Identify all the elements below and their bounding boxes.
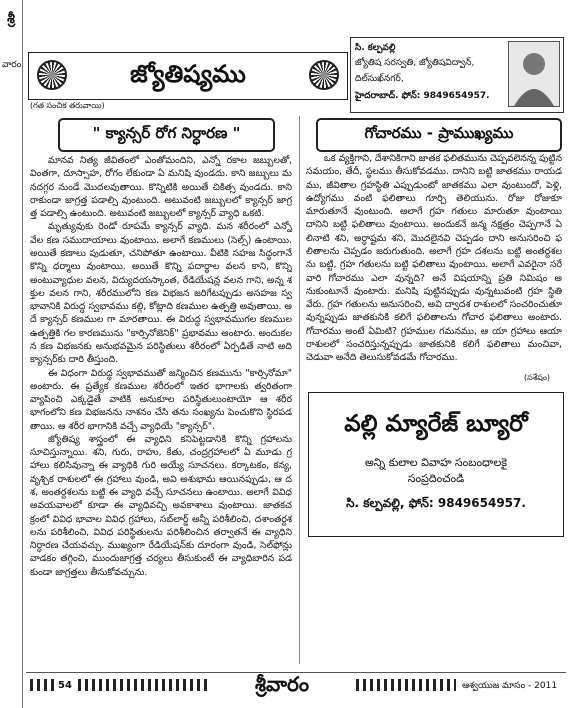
flower-ornament-icon (309, 60, 339, 90)
paragraph: జ్యోతిష్య శాస్త్రంలో ఈ వ్యాధిని కనిపెట్టడానికి కొన్ని గ్రహాలను సూచిస్తున్నాయి. శని, గురు, రాహు, కేతు, చంద్రగ్రహాలలో ఏ మూడు గ్రహాలు కలిసివున్నా ఈ వ్యాధికి గురి అయ్యే సూచనలు. కర్కాటకం, కన్య, వృశ్చిక రాశులలో ఈ గ్రహాలు వుండి, అవి అశుభామ ఆయినప్పుడు, ఆ దశ, అంతర్దశలను బట్టి ఈ వ్యాధి వచ్చే సూచనలు ఉంటాయి. అలాగే వివిధ అవయవాలలో కూడా ఈ వ్యాధివచ్చి అవకాశాలు వుంటాయి. జాతకచక్రంలో వివిధ భావాల వివిధ గ్రహాలు, సబ్‌లార్డ్ అన్నీ పరిశీలించి, దశాంతర్దశలను పరిశీలించి, వివిధ పరిస్థితులను పరిశీలించిన తర్వాతనే ఈ వ్యాధిని నిర్ధారణ చేయవచ్చు. ముఖ్యంగా రేడియేషన్‌కు దూరంగా వుండి, సెల్‌ఫోన్లు వాడకం తగ్గించి, ముందుజాగ్రత్త చర్యలు తీసుకుంటే ఈ వ్యాధిబారిన పడకుండా జాగ్రత్తలు తీసుకోవచ్చును. (30, 433, 292, 578)
column-divider (299, 116, 300, 664)
left-article-heading: " క్యాన్సర్ రోగ నిర్ధారణ " (58, 118, 275, 152)
footer-ornament-icon (356, 679, 456, 691)
ad-title: వల్లి మ్యారేజ్ బ్యూరో (344, 411, 528, 437)
left-article-body (30, 154, 292, 666)
ad-line-1: అన్ని కులాల వివాహ సంబంధాలకై (364, 456, 508, 469)
side-brand-name: శ్రీ (7, 11, 15, 27)
title-banner (28, 52, 348, 100)
marriage-bureau-ad (308, 392, 564, 537)
author-photo (508, 41, 560, 107)
footer-ornament-icon (78, 679, 208, 691)
paragraph: మృత్యువుకు రెండో రూపమే క్యాన్సర్ వ్యాధి. మన శరీరంలో ఎన్నో వేల కణ సముదాయాలు వుంటాయి. అలాగే కణములు (సెల్స్) ఉంటాయి. అయితే కణాలు పుడుతూ, చనిపోతూ ఉంటాయి. వీటికి సహజ సిద్ధంగానే కొన్ని ధర్మాలు వుంటాయి. అయితే కొన్ని పదార్థాల వలన కాని, కొన్ని అంటువ్యాధుల వలన, విద్యుదయస్కాంత, రేడియేషన్ల వలన గాని, అన్న శక్తుల వలన గాని, శరీరములోని కణ విభజన జరిగేటప్పుడు అసహజ స్వభావానికి విరుద్ధ స్వభావము కల్గి, కోట్లాది కణముల ఉత్పత్తి అవుతాయి. అదే క్యాన్సర్ కణముల గా మారతాయి. ఈ విరుద్ధ స్వభావముగల కణముల ఉత్పత్తికి గల కారణమును "కార్సినోజెనిక్" ప్రభావము అంటారు. అందుకలన కణ విభజనకు అనుభవమైన పరిస్థితులు శరీరంలో ఏర్పడితే నాటి అది క్యాన్సర్‌కు దారి తీస్తుంది. (30, 221, 292, 366)
paragraph: ఈ విధంగా విరుద్ధ స్వభావముతో జన్మించిన కణమును "కార్సినోమా" అంటారు. ఈ ప్రత్యేక కణముల శరీరంలో ఇతర భాగాలకు త్వరితంగా వ్యాపించి ఎక్కడైతే వాటికి అనుకూల పరిస్థితులుంటాయో ఆ శరీర భాగంలోని కణ విభజనను నాశనం చేసి తను సంఖ్యను పెంచుకొని స్థిరపడతాయి. ఆ శరీర భాగానికి వచ్చే వ్యాధియే "క్యాన్సర్". (30, 367, 292, 432)
author-address: దిల్‌సుఖ్‌నగర్, (355, 74, 404, 84)
side-brand-sub: వారం (2, 60, 22, 70)
page-number: 54 (58, 680, 72, 691)
author-box (350, 37, 564, 113)
paragraph: మానవ నిత్య జీవితంలో ఎంతోమందిని, ఎన్నో రకాల జబ్బులతో, వింతగా, దూస్సాహ, రోగం లేకుండా ఏ మనిషి వుండదు. కాని జబ్బులు మనదగ్గర నుండే మొదలవుతాయి. కొన్నిటికి అయితే చికిత్స వుండదు. కాని రాకుండా జాగ్రత్త పడాల్సి వుంటుంది. అటువంటి జబ్బులలో క్యాన్సర్ జాగ్రత్త పడాల్సి ఉంటుంది. అటువంటి జబ్బులలో క్యాన్సర్ వ్యాధి ఒకటి. (30, 155, 292, 220)
footer-brand: శ్రీవారం (255, 672, 309, 696)
side-strip (0, 0, 23, 708)
paragraph: ఒక వ్యక్తిగాని, దేశానికిగాని జాతక ఫలితమును చెప్పవలెనన్న పుట్టిన సమయం, తేదీ, స్థలము తీసుకోవడము. దానిని బట్టి జాతకము రాయడము, జీవితాల గ్రహస్థితి ఎప్పుడుంటో జాతకము ఎలా వుంటుందో, పెళ్లి, ఉద్యోగము వంటి ఫలితాలు గూర్చి తెలియును. రోజు రోజుకూ మారుతూనే వుంటుంది. అలాగే గ్రహ గతులు మారుతూ వుంటాయి దానిని బట్టి ఫలితాలు వుంటాయి. అందుకనే జన్మ నక్షత్రం చెప్పగానే ఏలినాటి శని, అర్ధాష్టమ శని, మొదలైనవి చెప్పడం దాని అనుసరించి ఫలితాలను చెప్పడం జరుగుతుంది. అలాగే గ్రహ దశలను బట్టి అంతర్దశలను బట్టి, గ్రహ గతులను బట్టి ఫలితాలు వుంటాయి. అలాగే ఎవరైనా సరే వారి గోచారము ఎలా వున్నది? అనే విషయాన్ని ప్రతి నిమిషం అనుకుంటూనే వుంటారు. మనిషి పుట్టినప్పుడు వున్నటువంటి గ్రహ స్థితి వేరు. గ్రహ గతులను అనుసరించి, అవి ద్వాదశ రాశులలో సంచరించుతూ వున్నప్పుడు జాతకునికి కలిగే ఫలితాలను గోచార ఫలితాలు అంటారు. గోచారము అంటే ఏమిటి? గ్రహముల గమనము, ఆ యా గ్రహాలు ఆయా రాశులలో సంచరిస్తున్నప్పుడు జాతకునికి కలిగే ఫలితాలు మంచివా, చెడువా అనేది తెలుసుకోవడమే గోచారము. (306, 153, 562, 364)
author-phone: హైదరాబాద్. ఫోన్: 9849654957. (355, 91, 490, 101)
footer-ornament-icon (30, 679, 56, 691)
right-article-body (306, 152, 562, 374)
flower-ornament-icon (37, 60, 67, 90)
author-title: జ్యోతిష సరస్వతి, జ్యోతిషవిద్వాన్, (355, 58, 475, 68)
issue-month: ఆశ్వయుజ మాసం - 2011 (462, 681, 558, 691)
author-name: సి. కల్పవల్లి (355, 43, 396, 53)
page-title: జ్యోతిష్యము (130, 58, 246, 88)
continued-note: (సశేషం) (524, 373, 551, 382)
ad-phone: సి. కల్పవల్లి, ఫోన్: 9849654957. (346, 496, 526, 510)
ad-line-2: సంప్రదించండి (407, 472, 465, 485)
right-article-heading: గోచారము - ప్రాముఖ్యము (316, 118, 562, 152)
continuation-note: (గత సంచిక తరువాయి) (30, 101, 105, 110)
